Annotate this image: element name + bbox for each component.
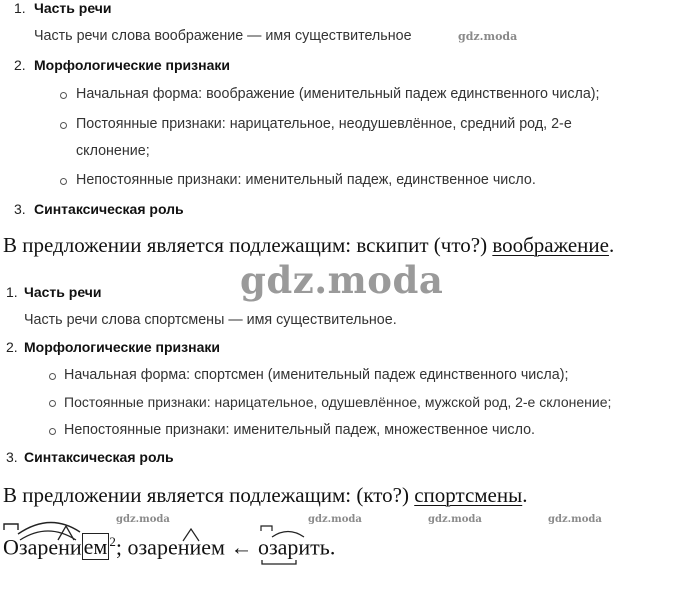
list-number: 1. bbox=[6, 284, 18, 300]
morphology-initial-form: Начальная форма: воображение (именительный падеж единственного числа); bbox=[76, 86, 600, 102]
morpheme-prefix: О bbox=[3, 534, 19, 560]
bullet-marker bbox=[60, 92, 67, 99]
derivation-arrow: ← bbox=[230, 534, 253, 560]
syntax-sentence bbox=[3, 483, 527, 508]
list-number: 2. bbox=[14, 57, 26, 73]
morphology-constant-features: Постоянные признаки: нарицательное, одушевлённое, мужской род, 2-е склонение; bbox=[64, 394, 612, 410]
watermark-row-item: gdz.moda bbox=[428, 514, 482, 525]
watermark-row-item: gdz.moda bbox=[116, 514, 170, 525]
morphology-constant-features: Постоянные признаки: нарицательное, неодушевлённое, средний род, 2-е bbox=[76, 116, 572, 132]
section-heading-part-of-speech: Часть речи bbox=[24, 284, 102, 300]
prefix-mark bbox=[4, 524, 18, 530]
bullet-marker bbox=[49, 428, 56, 435]
list-number: 3. bbox=[14, 201, 26, 217]
sentence-subject-word: воображение bbox=[492, 233, 609, 257]
sentence-prefix: В предложении является подлежащим: вскипит (что?) bbox=[3, 233, 493, 257]
superscript-number: 2 bbox=[109, 534, 116, 549]
section-heading-syntax: Синтаксическая роль bbox=[34, 201, 184, 217]
watermark-inline: gdz.moda bbox=[458, 30, 518, 43]
morphology-variable-features: Непостоянные признаки: именительный падеж, множественное число. bbox=[64, 422, 536, 438]
bullet-marker bbox=[49, 400, 56, 407]
morphology-constant-features-cont: склонение; bbox=[76, 143, 150, 159]
syntax-sentence bbox=[3, 233, 614, 258]
sentence-prefix: В предложении является подлежащим: (кто?) bbox=[3, 483, 415, 507]
watermark-large: gdz.moda bbox=[240, 258, 444, 302]
section-heading-part-of-speech: Часть речи bbox=[34, 0, 112, 16]
bullet-marker bbox=[60, 122, 67, 129]
section-heading-syntax: Синтаксическая роль bbox=[24, 449, 174, 465]
source-word-suffix: ть bbox=[310, 534, 330, 560]
source-word-root: зари bbox=[268, 534, 311, 560]
sentence-end: . bbox=[522, 483, 528, 507]
sentence-end: . bbox=[608, 233, 615, 257]
watermark-row-item: gdz.moda bbox=[308, 514, 362, 525]
source-prefix-mark bbox=[261, 526, 272, 531]
derived-word: озарением bbox=[127, 534, 225, 560]
morphology-variable-features: Непостоянные признаки: именительный падеж, единственное число. bbox=[76, 172, 536, 188]
section-heading-morphology: Морфологические признаки bbox=[34, 57, 230, 73]
list-number: 3. bbox=[6, 449, 18, 465]
morpheme-analysis bbox=[3, 534, 335, 560]
list-number: 2. bbox=[6, 339, 18, 355]
morphology-initial-form: Начальная форма: спортсмен (именительный падеж единственного числа); bbox=[64, 367, 569, 383]
source-word-prefix: о bbox=[257, 534, 269, 560]
section-heading-morphology: Морфологические признаки bbox=[24, 339, 220, 355]
sentence-subject-word: спортсмены bbox=[414, 483, 523, 507]
root-arc bbox=[18, 522, 80, 534]
source-suffix-underline bbox=[262, 560, 296, 564]
separator: ; bbox=[115, 534, 128, 560]
bullet-marker bbox=[60, 178, 67, 185]
list-number: 1. bbox=[14, 0, 26, 16]
watermark-row-item: gdz.moda bbox=[548, 514, 602, 525]
morpheme-root: зарени bbox=[18, 534, 82, 560]
part-of-speech-text: Часть речи слова спортсмены — имя существительное. bbox=[24, 312, 397, 328]
source-word-end: . bbox=[329, 534, 336, 560]
bullet-marker bbox=[49, 373, 56, 380]
part-of-speech-text: Часть речи слова воображение — имя существительное bbox=[34, 28, 412, 44]
morpheme-ending: ем bbox=[83, 534, 108, 560]
